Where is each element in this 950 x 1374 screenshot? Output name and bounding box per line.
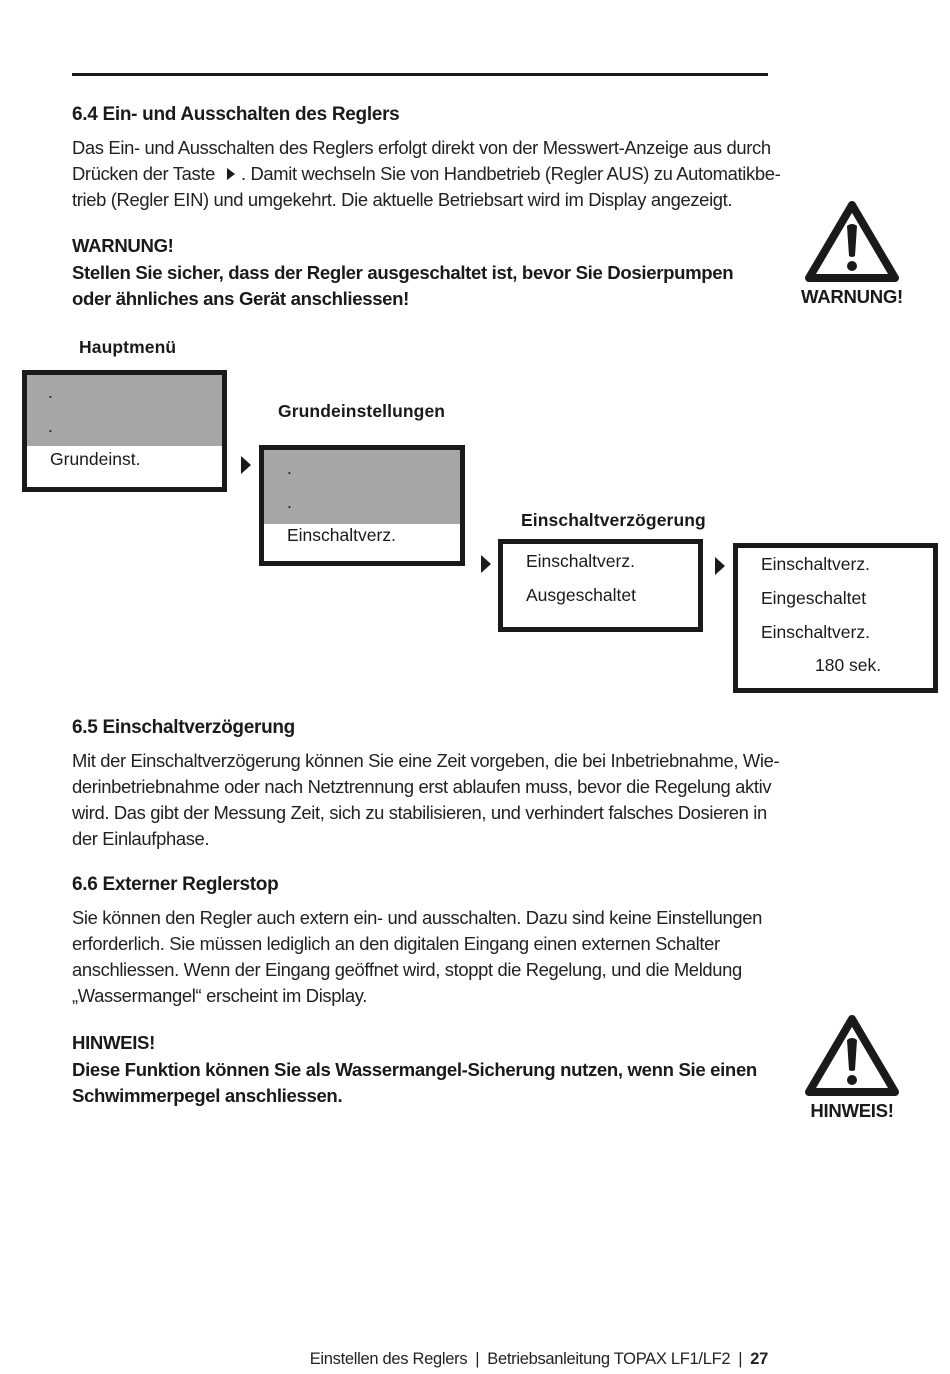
warning-triangle-icon xyxy=(804,1014,900,1098)
display-row: 180 sek. xyxy=(815,655,882,675)
footer-separator: | xyxy=(475,1350,480,1368)
footer-separator: | xyxy=(738,1350,743,1368)
section-heading-6-4: 6.4 Ein- und Ausschalten des Reglers xyxy=(72,104,400,125)
warning-line: Stellen Sie sicher, dass der Regler ausgeschaltet ist, bevor Sie Dosierpumpen xyxy=(72,261,734,283)
warning-badge xyxy=(800,200,904,308)
right-arrow-key-icon xyxy=(227,168,235,180)
display-row: Grundeinst. xyxy=(50,449,141,469)
arrow-right-icon xyxy=(241,456,251,474)
warning-triangle-icon xyxy=(804,200,900,284)
body-line: wird. Das gibt der Messung Zeit, sich zu stabilisieren, und verhindert falsches Dosieren in xyxy=(72,802,767,823)
warning-badge-label: WARNUNG! xyxy=(801,286,903,307)
body-line: erforderlich. Sie müssen lediglich an den digitalen Eingang einen externen Schalter xyxy=(72,933,720,954)
display-row: Einschaltverz. xyxy=(761,622,870,642)
display-row: . xyxy=(287,492,292,512)
body-line: trieb (Regler EIN) und umgekehrt. Die aktuelle Betriebsart wird im Display angezeigt. xyxy=(72,189,733,210)
basic-settings-display xyxy=(259,445,465,566)
body-line: Das Ein- und Ausschalten des Reglers erfolgt direkt von der Messwert-Anzeige aus durch xyxy=(72,137,771,158)
basic-settings-title: Grundeinstellungen xyxy=(278,401,446,421)
warning-block xyxy=(72,233,792,313)
display-highlight xyxy=(264,450,460,524)
main-menu-display xyxy=(22,370,227,492)
note-line: Schwimmerpegel anschliessen. xyxy=(72,1085,343,1106)
warning-line: oder ähnliches ans Gerät anschliessen! xyxy=(72,288,410,309)
body-line: Sie können den Regler auch extern ein- und ausschalten. Dazu sind keine Einstellungen xyxy=(72,907,762,928)
delay-on-display xyxy=(733,543,938,693)
section-6-5-body xyxy=(72,748,780,852)
note-title: HINWEIS! xyxy=(72,1032,155,1053)
footer-manual: Betriebsanleitung TOPAX LF1/LF2 xyxy=(487,1350,731,1368)
display-highlight xyxy=(27,375,222,446)
arrow-right-icon xyxy=(715,557,725,575)
display-row: . xyxy=(48,382,53,402)
display-row: Ausgeschaltet xyxy=(526,585,636,605)
display-row: Einschaltverz. xyxy=(287,525,396,545)
display-row: . xyxy=(287,458,292,478)
section-heading-6-6: 6.6 Externer Reglerstop xyxy=(72,874,279,895)
footer-chapter: Einstellen des Reglers xyxy=(309,1350,468,1368)
page-footer xyxy=(310,1350,768,1369)
body-line: derinbetriebnahme oder nach Netztrennung erst ablaufen muss, bevor die Regelung aktiv xyxy=(72,776,772,797)
body-line: Mit der Einschaltverzögerung können Sie eine Zeit vorgeben, die bei Inbetriebnahme, Wie- xyxy=(72,750,780,771)
note-badge-label: HINWEIS! xyxy=(810,1100,894,1121)
section-6-4-body xyxy=(72,135,781,213)
display-row: Eingeschaltet xyxy=(761,588,867,608)
note-badge xyxy=(800,1014,904,1122)
section-heading-6-5: 6.5 Einschaltverzögerung xyxy=(72,717,295,738)
section-6-6-body xyxy=(72,905,772,1009)
note-block xyxy=(72,1030,792,1110)
body-line: Drücken der Taste . Damit wechseln Sie von Handbetrieb (Regler AUS) zu Automatikbe- xyxy=(72,163,781,184)
display-row: . xyxy=(48,416,53,436)
warning-title: WARNUNG! xyxy=(72,235,174,256)
display-row: Einschaltverz. xyxy=(761,554,870,574)
top-rule xyxy=(72,73,768,76)
body-line: „Wassermangel“ erscheint im Display. xyxy=(72,985,368,1006)
arrow-right-icon xyxy=(481,555,491,573)
body-line: anschliessen. Wenn der Eingang geöffnet wird, stoppt die Regelung, und die Meldung xyxy=(72,959,742,980)
page-number: 27 xyxy=(750,1350,768,1368)
delay-off-display xyxy=(498,539,703,632)
delay-title: Einschaltverzögerung xyxy=(521,510,706,530)
body-line: der Einlaufphase. xyxy=(72,828,210,849)
main-menu-title: Hauptmenü xyxy=(79,337,177,357)
note-line: Diese Funktion können Sie als Wassermangel-Sicherung nutzen, wenn Sie einen xyxy=(72,1058,757,1080)
display-row: Einschaltverz. xyxy=(526,551,635,571)
